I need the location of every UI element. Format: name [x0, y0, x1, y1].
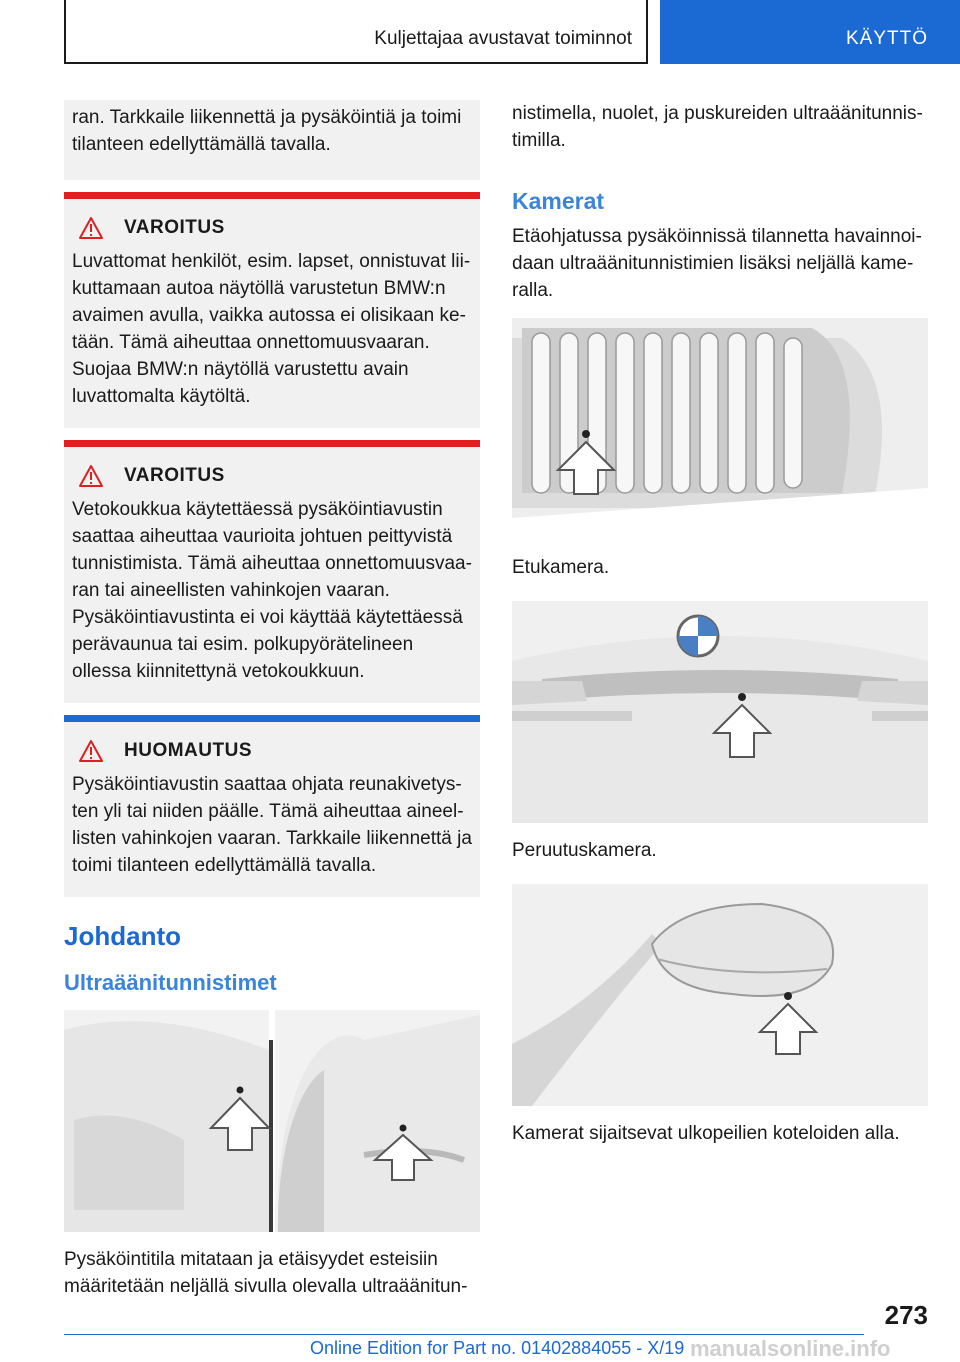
- mirror-camera-caption: Kamerat sijaitsevat ulkopeilien koteloiden alla.: [512, 1123, 900, 1144]
- chapter-tab: [660, 0, 960, 64]
- rear-camera-caption: Peruutuskamera.: [512, 840, 657, 861]
- header-section-box: [64, 0, 648, 64]
- warning-box: [64, 192, 480, 428]
- rear-camera-photo: [512, 601, 928, 823]
- notice-text: Pysäköintiavustin saattaa ohjata reunakivetysten yli tai niiden päälle. Tämä aiheuttaa aineellisten vahinkojen vaaran. Tarkkaile liikennettä ja toimi tilanteen edellyttämällä tavalla.: [72, 774, 472, 876]
- continued-text: nistimella, nuolet, ja puskureiden ultraäänitunnistimilla.: [512, 103, 923, 151]
- notice-box: [64, 715, 480, 897]
- section-title: Kuljettajaa avustavat toiminnot: [374, 28, 632, 49]
- footer-edition: Online Edition for Part no. 01402884055 - X/19: [310, 1338, 685, 1358]
- cameras-heading: Kamerat: [512, 188, 605, 214]
- notice-bar: [64, 715, 480, 722]
- kidney-grille-image: [512, 318, 928, 540]
- mirror-camera-photo: [512, 884, 928, 1106]
- warning-triangle-icon: [78, 216, 104, 240]
- front-camera-caption: Etukamera.: [512, 557, 610, 578]
- warning-title: VAROITUS: [124, 465, 225, 486]
- car-bumper-sensors-image: [64, 1010, 480, 1232]
- chapter-tab-label: KÄYTTÖ: [845, 28, 928, 49]
- subsection-heading: Ultraäänitunnistimet: [64, 970, 277, 995]
- warning-bar: [64, 192, 480, 199]
- side-mirror-image: [512, 884, 928, 1106]
- front-camera-photo: [512, 318, 928, 540]
- intro-text: ran. Tarkkaile liikennettä ja pysäköintiä ja toimi tilanteen edellyttämällä tavalla.: [72, 107, 462, 155]
- section-heading: Johdanto: [64, 921, 181, 951]
- warning-triangle-icon: [78, 464, 104, 488]
- right-column: [512, 100, 928, 1147]
- footer-watermark: manualsonline.info: [690, 1336, 891, 1361]
- left-column: [64, 100, 480, 1300]
- intro-note: [64, 100, 480, 180]
- page-number: 273: [884, 1300, 928, 1330]
- cameras-text: Etäohjatussa pysäköinnissä tilannetta havainnoidaan ultraäänitunnistimien lisäksi neljällä kameralla.: [512, 226, 922, 301]
- footer-rule: [64, 1334, 864, 1335]
- warning-bar: [64, 440, 480, 447]
- warning-title: VAROITUS: [124, 217, 225, 238]
- trunk-lid-image: [512, 601, 928, 823]
- warning-text: Vetokoukkua käytettäessä pysäköintiavustin saattaa aiheuttaa vaurioita johtuen peittyvistä tunnistimista. Tämä aiheuttaa onnettomuusvaaran tai aineellisten vahinkojen vaaran. Pysäköintiavustinta ei voi käyttää käytettäessä perävaunua tai esim. polkupyörätelineen ollessa kiinnitettynä vetokoukkuun.: [72, 499, 472, 682]
- body-text: Pysäköintitila mitataan ja etäisyydet esteisiin määritetään neljällä sivulla olevalla ultraäänitun-: [64, 1249, 468, 1297]
- warning-box: [64, 440, 480, 703]
- notice-title: HUOMAUTUS: [124, 740, 252, 761]
- warning-text: Luvattomat henkilöt, esim. lapset, onnistuvat liikuttamaan autoa näytöllä varustetun BMW:n avaimen avulla, vaikka autossa ei olisikaan ketään. Tämä aiheuttaa onnettomuusvaaran. Suojaa BMW:n näytöllä varustettu avain luvattomalta käytöltä.: [72, 251, 471, 407]
- warning-triangle-icon: [78, 739, 104, 763]
- ultrasonic-sensors-photo: [64, 1010, 480, 1232]
